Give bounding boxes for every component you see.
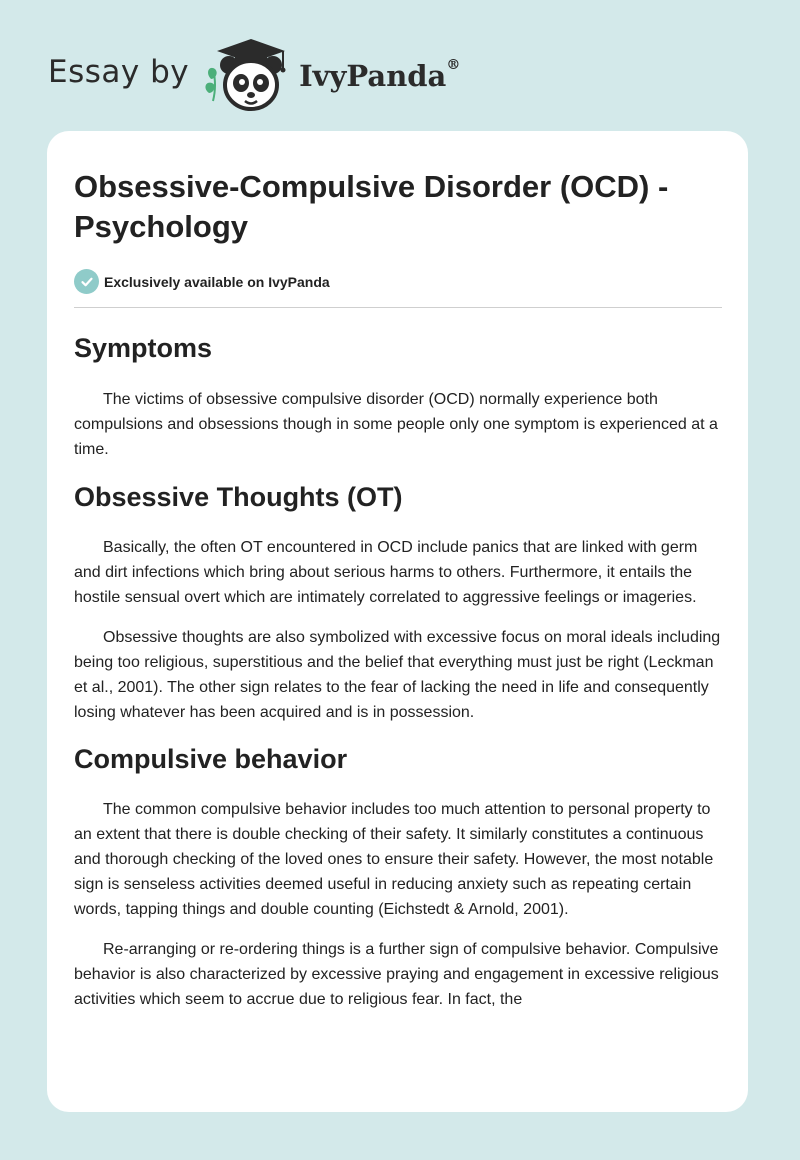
check-circle-icon (74, 269, 99, 294)
exclusive-badge (74, 269, 722, 294)
page-title: Obsessive-Compulsive Disorder (OCD) - Psychology (74, 169, 669, 244)
essay-card (47, 131, 748, 1112)
divider (74, 307, 722, 308)
panda-graduate-logo-icon[interactable] (203, 35, 293, 113)
brand-name[interactable]: IvyPanda® (299, 57, 461, 93)
paragraph: Basically, the often OT encountered in OCD include panics that are linked with germ and dirt infections which bring about serious harms to others. Furthermore, it entails the hostile sensual overt which are intimately correlated to aggressive feelings or imageries. (74, 539, 698, 606)
section-heading-obsessive-thoughts: Obsessive Thoughts (OT) (74, 482, 403, 512)
paragraph: Obsessive thoughts are also symbolized with excessive focus on moral ideals including being too religious, superstitious and the belief that everything must just be right (Leckman et al., 2001). The other sign relates to the fear of lacking the need in life and consequently losing whatever has been acquired and is in possession. (74, 629, 721, 721)
paragraph: The common compulsive behavior includes too much attention to personal property to an extent that there is double checking of their safety. It similarly constitutes a continuous and thorough checking of the loved ones to ensure their safety. However, the most notable sign is senseless activities deemed useful in reducing anxiety such as repeating certain words, tapping things and double counting (Eichstedt & Arnold, 2001). (74, 801, 714, 918)
essay-by-label: Essay by (48, 54, 190, 90)
registered-mark: ® (446, 57, 461, 73)
paragraph: The victims of obsessive compulsive disorder (OCD) normally experience both compulsions and obsessions though in some people only one symptom is experienced at a time. (74, 391, 718, 458)
site-header (48, 34, 460, 114)
section-heading-symptoms: Symptoms (74, 333, 213, 363)
exclusive-label: Exclusively available on IvyPanda (104, 273, 330, 290)
section-heading-compulsive-behavior: Compulsive behavior (74, 744, 348, 774)
paragraph: Re-arranging or re-ordering things is a further sign of compulsive behavior. Compulsive behavior is also characterized by excessive praying and engagement in excessive religious activities which seem to accrue due to religious fear. In fact, the (74, 941, 719, 1008)
